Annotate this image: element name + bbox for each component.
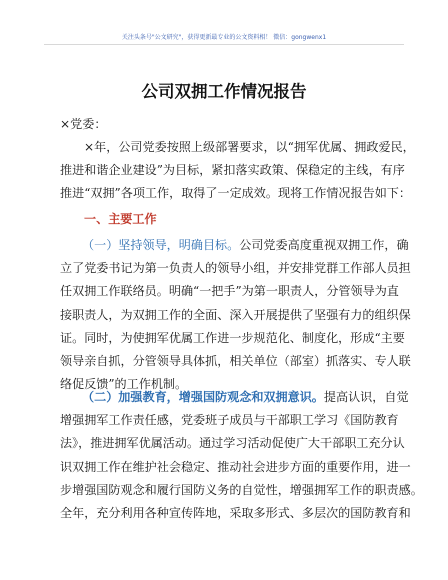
item2-line: 全年，充分利用各种宣传阵地，采取多形式、多层次的国防教育和 (60, 506, 411, 521)
item1-line: 立了党委书记为第一负责人的领导小组，并安排党群工作部人员担 (60, 261, 411, 276)
intro-line: ×年，公司党委按照上级部署要求，以“拥军优属、拥政爱民， (84, 140, 415, 154)
document-title: 公司双拥工作情况报告 (141, 82, 307, 101)
item1-line: 证。同时，为使拥军优属工作进一步规范化、制度化，形成“主要 (60, 330, 405, 345)
item2-first-line (60, 386, 409, 409)
item2-line: 步增强国防观念和履行国防义务的自觉性，增强拥军工作的职责感。 (60, 482, 423, 497)
banner-divider (44, 44, 404, 45)
salutation: ×党委： (60, 117, 107, 131)
item1-line: 络促反馈”的工作机制。 (60, 377, 188, 392)
item1-first-rest: 公司党委高度重视双拥工作，确 (239, 238, 409, 252)
item2-line: 识双拥工作在维护社会稳定、推动社会进步方面的重要作用，进一 (60, 459, 411, 474)
item1-lead: （一）坚持领导，明确目标。 (82, 238, 240, 252)
section1-heading: 一、主要工作 (84, 212, 157, 226)
intro-line: 推进“双拥”各项工作，取得了一定成效。现将工作情况报告如下： (60, 186, 411, 201)
item2-line: 法》，推进拥军优属活动。通过学习活动促使广大干部职工充分认 (60, 436, 405, 451)
item1-line: 领导亲自抓，分管领导具体抓，相关单位（部室）抓落实、专人联 (60, 354, 411, 369)
item2-lead: （二）加强教育，增强国防观念和双拥意识。 (82, 390, 324, 404)
item2-first-rest: 提高认识，自觉 (323, 390, 409, 404)
item1-paragraph (60, 234, 411, 396)
item1-first-line (60, 234, 409, 257)
intro-paragraph (60, 136, 415, 206)
intro-line: 推进和谐企业建设”为目标，紧扣落实政策、保稳定的主线，有序 (60, 163, 405, 178)
item1-line: 任双拥工作联络员。明确“一把手”为第一职责人，分管领导为直 (60, 284, 399, 299)
item2-paragraph (60, 386, 423, 525)
item1-line: 接职责人，为双拥工作的全面、深入开展提供了坚强有力的组织保 (60, 307, 411, 322)
banner-text[interactable]: 关注头条号"公文研究"，获得更新最专业的公文资料相！ 微信：gongwenx1 (121, 34, 327, 41)
item2-line: 增强拥军工作责任感，党委班子成员与干部职工学习《国防教育 (60, 413, 399, 428)
